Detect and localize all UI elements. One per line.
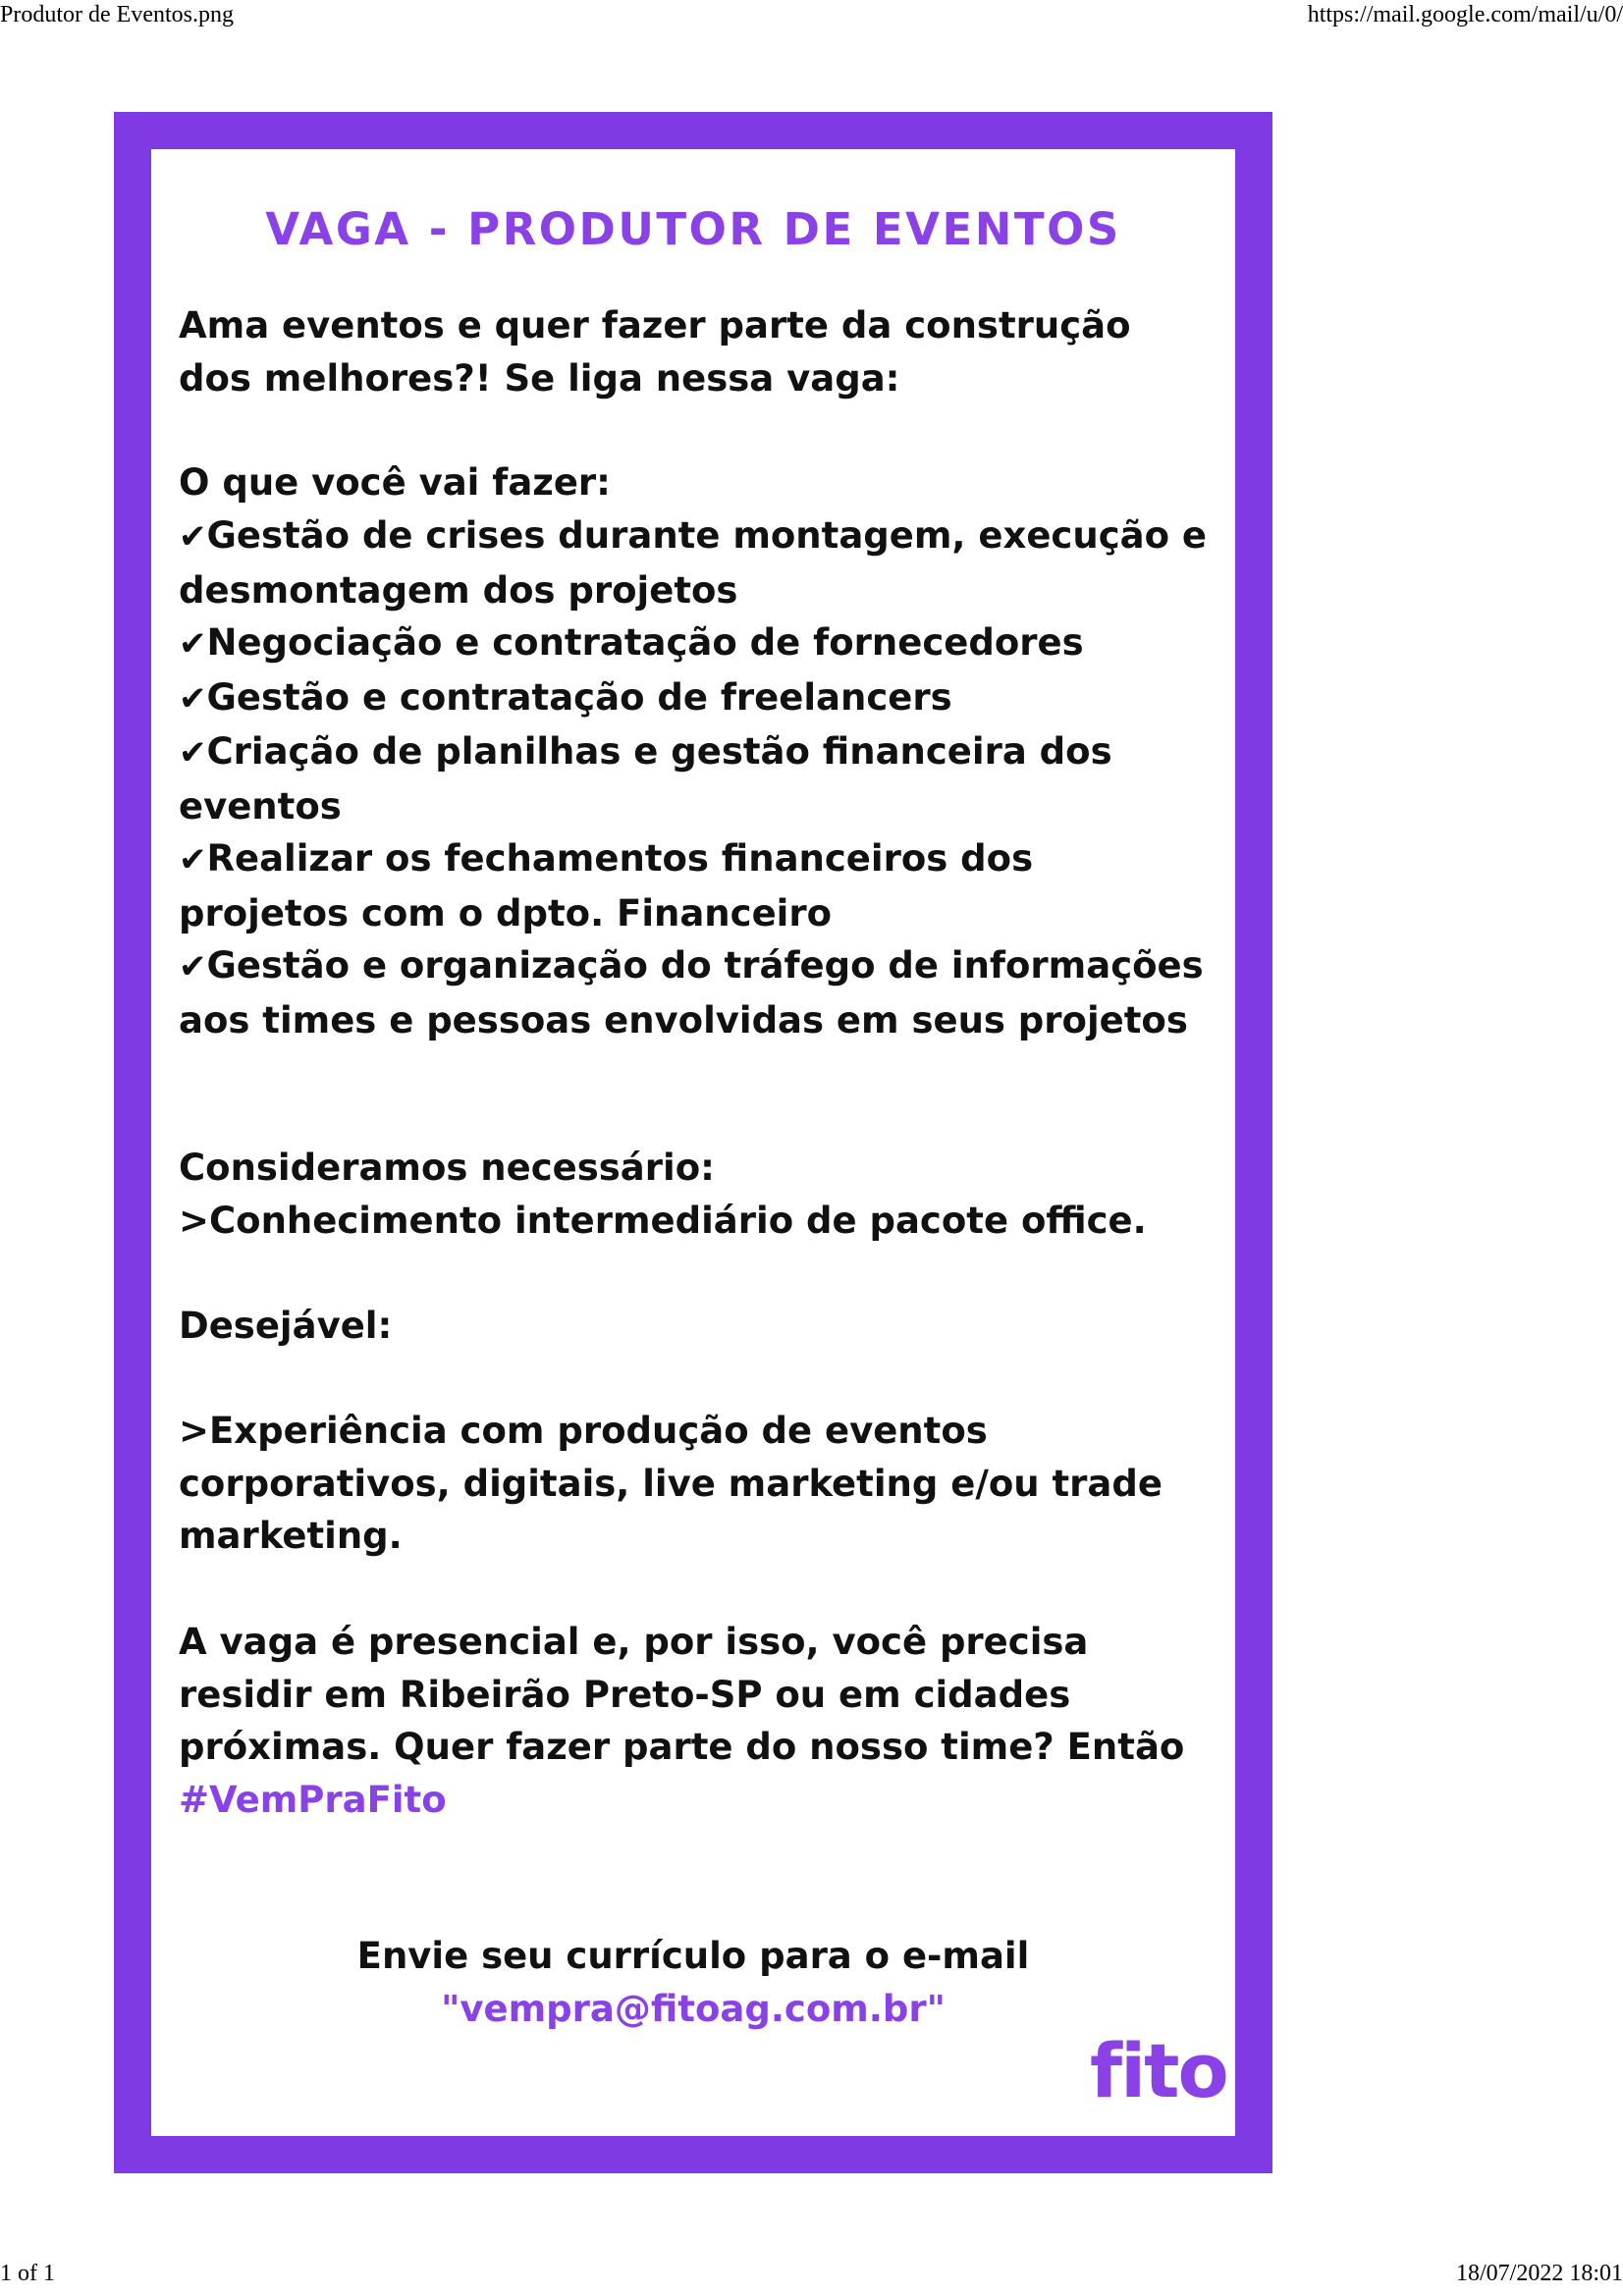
check-icon: ✔	[179, 840, 207, 880]
task-text: Criação de planilhas e gestão financeira dos	[206, 730, 1112, 773]
task-text: Gestão de crises durante montagem, execução e	[206, 514, 1207, 557]
check-icon: ✔	[179, 947, 207, 987]
print-footer-datetime: 18/07/2022 18:01	[1455, 2261, 1623, 2286]
desirable-line: corporativos, digitais, live marketing e/ou trade	[179, 1462, 1163, 1505]
task-text: desmontagem dos projetos	[179, 568, 738, 612]
task-text: eventos	[179, 784, 342, 828]
task-text: projetos com o dpto. Financeiro	[179, 891, 833, 934]
closing-line: residir em Ribeirão Preto-SP ou em cidades	[179, 1673, 1071, 1716]
task-text: Gestão e contratação de freelancers	[206, 675, 952, 719]
desirable-heading: Desejável:	[179, 1305, 393, 1347]
intro-line: Ama eventos e quer fazer parte da construção	[179, 304, 1131, 347]
task-item	[179, 725, 1259, 832]
print-header-url: https://mail.google.com/mail/u/0/	[1307, 2, 1623, 27]
desirable-item	[179, 1405, 1259, 1563]
task-item	[179, 509, 1259, 616]
closing-line: A vaga é presencial e, por isso, você precisa	[179, 1621, 1089, 1663]
task-text: Gestão e organização do tráfego de informações	[206, 944, 1204, 987]
cta-line: Envie seu currículo para o e-mail	[356, 1935, 1030, 1977]
task-item	[179, 832, 1259, 939]
check-icon: ✔	[179, 678, 207, 719]
task-item	[179, 671, 1259, 726]
check-icon: ✔	[179, 517, 207, 557]
tasks-list	[179, 509, 1259, 1046]
poster-title: VAGA - PRODUTOR DE EVENTOS	[265, 203, 1121, 255]
check-icon: ✔	[179, 624, 207, 664]
closing-line: próximas. Quer fazer parte do nosso time? Então	[179, 1726, 1185, 1768]
task-item	[179, 939, 1259, 1046]
print-footer	[0, 2261, 1623, 2292]
intro-line: dos melhores?! Se liga nessa vaga:	[179, 356, 900, 400]
hashtag: #VemPraFito	[179, 1778, 447, 1821]
task-text: Negociação e contratação de fornecedores	[206, 621, 1084, 664]
task-text: aos times e pessoas envolvidas em seus projetos	[179, 998, 1188, 1041]
check-icon: ✔	[179, 733, 207, 773]
task-text: Realizar os fechamentos financeiros dos	[206, 837, 1034, 880]
required-item: >Conhecimento intermediário de pacote office.	[179, 1200, 1147, 1242]
task-item	[179, 616, 1259, 671]
closing-text	[179, 1616, 1259, 1826]
print-footer-page: 1 of 1	[0, 2261, 55, 2286]
tasks-heading: O que você vai fazer:	[179, 461, 611, 504]
fito-logo: fito	[1090, 2027, 1227, 2114]
desirable-line: marketing.	[179, 1515, 403, 1557]
desirable-line: >Experiência com produção de eventos	[179, 1410, 988, 1452]
intro-text	[179, 299, 1259, 404]
print-header	[0, 2, 1623, 33]
required-heading: Consideramos necessário:	[179, 1147, 715, 1189]
cta-email: "vempra@fitoag.com.br"	[441, 1988, 946, 2030]
print-header-filename: Produtor de Eventos.png	[0, 2, 234, 27]
